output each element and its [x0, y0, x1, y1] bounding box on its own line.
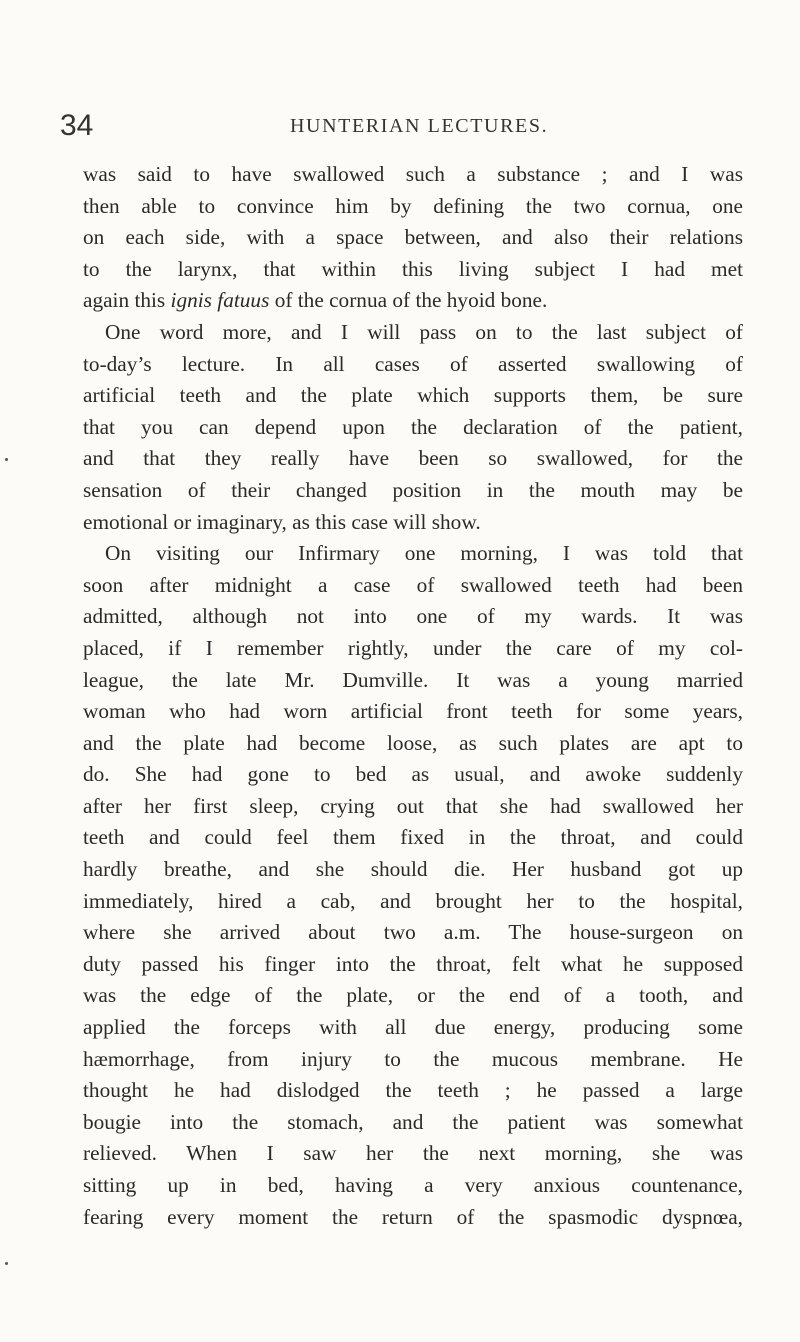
text-line: emotional or imaginary, as this case will show. — [83, 509, 481, 534]
text-line: fearing every moment the return of the spasmodic dyspnœa, — [83, 1204, 743, 1229]
text-line: and that they really have been so swallowed, for the — [83, 446, 743, 471]
text-line: to-day’s lecture. In all cases of asserted swallowing of — [83, 351, 743, 376]
text-line: then able to convince him by defining the two cornua, one — [83, 193, 743, 218]
text-fragment: again this — [83, 288, 166, 313]
text-line: applied the forceps with all due energy, producing some — [83, 1015, 743, 1040]
text-line: duty passed his finger into the throat, felt what he supposed — [83, 951, 743, 976]
text-line: that you can depend upon the declaration of the patient, — [83, 414, 743, 439]
text-line: hardly breathe, and she should die. Her husband got up — [83, 857, 743, 882]
text-line: and the plate had become loose, as such plates are apt to — [83, 730, 743, 755]
body-text — [83, 159, 743, 1233]
text-line: sensation of their changed position in the mouth may be — [83, 477, 743, 502]
text-line: teeth and could feel them fixed in the throat, and could — [83, 825, 743, 850]
text-line: where she arrived about two a.m. The house-surgeon on — [83, 920, 743, 945]
text-line: league, the late Mr. Dumville. It was a young married — [83, 667, 743, 692]
text-line: on each side, with a space between, and also their relations — [83, 225, 743, 250]
text-line: was the edge of the plate, or the end of a tooth, and — [83, 983, 743, 1008]
text-line: sitting up in bed, having a very anxious countenance, — [83, 1173, 743, 1197]
running-head-title: HUNTERIAN LECTURES. — [290, 115, 549, 137]
margin-mark — [5, 458, 8, 461]
text-line: after her first sleep, crying out that she had swallowed her — [83, 793, 743, 818]
text-line: do. She had gone to bed as usual, and awoke suddenly — [83, 762, 743, 787]
text-line: admitted, although not into one of my wards. It was — [83, 604, 743, 629]
text-line: thought he had dislodged the teeth ; he passed a large — [83, 1078, 743, 1103]
page-number: 34 — [60, 109, 94, 142]
running-head — [60, 106, 760, 146]
text-fragment: of — [274, 288, 293, 313]
margin-mark — [5, 1262, 8, 1265]
text-line: On visiting our Infirmary one morning, I was told that — [105, 541, 743, 566]
text-line: bougie into the stomach, and the patient was somewhat — [83, 1109, 743, 1134]
text-line: relieved. When I saw her the next morning, she was — [83, 1141, 743, 1166]
text-line: placed, if I remember rightly, under the care of my col- — [83, 635, 743, 660]
text-line: immediately, hired a cab, and brought her to the hospital, — [83, 888, 743, 913]
text-line: to the larynx, that within this living subject I had met — [83, 256, 743, 281]
text-line: soon after midnight a case of swallowed teeth had been — [83, 572, 743, 597]
italic-phrase: ignis fatuus — [170, 288, 270, 313]
text-line: hæmorrhage, from injury to the mucous membrane. He — [83, 1046, 743, 1071]
text-line: artificial teeth and the plate which supports them, be sure — [83, 383, 743, 408]
text-line — [83, 285, 743, 317]
text-line: One word more, and I will pass on to the last subject of — [105, 319, 743, 344]
text-fragment: the cornua of the hyoid bone. — [297, 288, 548, 313]
text-line: was said to have swallowed such a substance ; and I was — [83, 162, 743, 186]
text-line: woman who had worn artificial front teeth for some years, — [83, 699, 743, 724]
